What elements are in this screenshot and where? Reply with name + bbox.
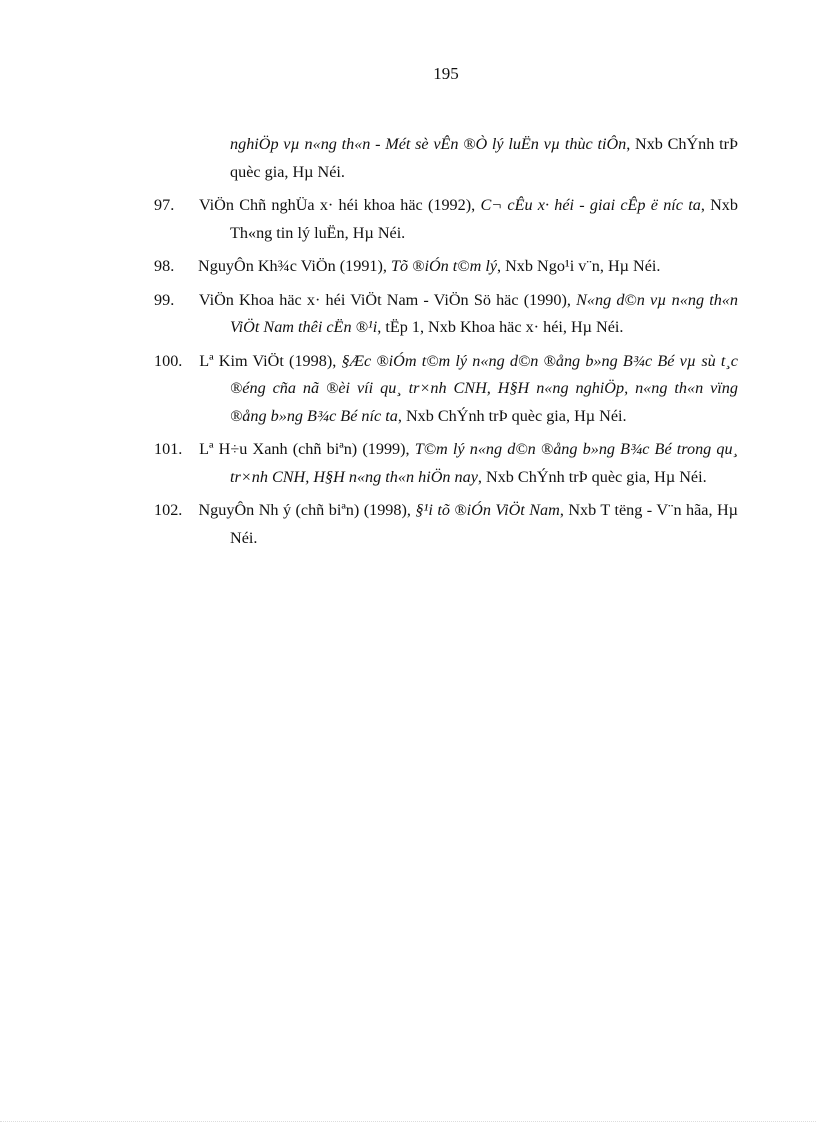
reference-lead: Lª Kim ViÖt (1998), (199, 351, 342, 370)
reference-title: §¹i tõ ®iÓn ViÖt Nam (415, 501, 560, 519)
reference-number: 98. (154, 257, 175, 275)
reference-tail: , tËp 1, Nxb Khoa häc x· héi, Hµ Néi. (377, 318, 624, 336)
reference-text (199, 440, 738, 486)
reference-number: 97. (154, 196, 175, 214)
reference-lead: NguyÔn Nh ý (chñ biªn) (1998), (198, 501, 416, 519)
reference-item (154, 287, 738, 342)
reference-tail: , Nxb ChÝnh trÞ quèc gia, Hµ Néi. (477, 467, 707, 486)
reference-tail: , Nxb Th«ng tin lý luËn, Hµ Néi. (230, 196, 738, 242)
reference-number: 102. (154, 501, 183, 519)
reference-title: nghiÖp vµ n«ng th«n - Mét sè vÊn ®Ò lý luËn vµ thùc tiÔn (230, 135, 627, 153)
reference-text (198, 501, 738, 547)
reference-item (154, 497, 738, 552)
reference-title: T©m lý n«ng d©n ®ång b»ng B¾c Bé trong qu¸ tr×nh CNH, H§H n«ng th«n hiÖn nay (230, 440, 739, 486)
reference-item (154, 192, 738, 247)
reference-number: 99. (154, 290, 175, 309)
reference-number: 100. (154, 351, 183, 370)
reference-lead: ViÖn Khoa häc x· héi ViÖt Nam - ViÖn Sö häc (1990), (198, 290, 577, 309)
reference-lead: NguyÔn Kh¾c ViÖn (1991), (198, 257, 392, 275)
page-number: 195 (433, 64, 459, 83)
reference-title: §Æc ®iÓm t©m lý n«ng d©n ®ång b»ng B¾c Bé vµ sù t¸c ®éng cña nã ®èi víi qu¸ tr×nh CNH, H§H n«ng nghiÖp, n«ng th«n vïng ®ång b»ng B¾c Bé níc ta (230, 351, 738, 425)
reference-tail: , Nxb ChÝnh trÞ quèc gia, Hµ Néi. (230, 135, 738, 181)
reference-tail: , Nxb ChÝnh trÞ quèc gia, Hµ Néi. (397, 406, 627, 425)
reference-title: N«ng d©n vµ n«ng th«n ViÖt Nam thêi cËn ®¹i (230, 290, 738, 336)
reference-text (198, 257, 660, 275)
reference-item (154, 253, 738, 281)
reference-tail: , Nxb Ngo¹i v¨n, Hµ Néi. (497, 257, 661, 275)
reference-text (199, 291, 738, 337)
reference-title: C¬ cÊu x· héi - giai cÊp ë níc ta (480, 196, 701, 214)
reference-number: 101. (154, 440, 183, 458)
reference-continuation (154, 131, 738, 186)
reference-list (154, 131, 738, 558)
reference-lead: Lª H÷u Xanh (chñ biªn) (1999), (199, 440, 415, 458)
reference-item (154, 436, 738, 491)
page-bottom-rule (0, 1121, 816, 1122)
reference-text (199, 196, 738, 242)
reference-text (199, 352, 738, 425)
reference-title: Tõ ®iÓn t©m lý (391, 257, 498, 275)
reference-lead: ViÖn Chñ nghÜa x· héi khoa häc (1992), (198, 196, 481, 214)
reference-tail: , Nxb T tëng - V¨n hãa, Hµ Néi. (230, 501, 738, 547)
reference-item (154, 348, 738, 431)
